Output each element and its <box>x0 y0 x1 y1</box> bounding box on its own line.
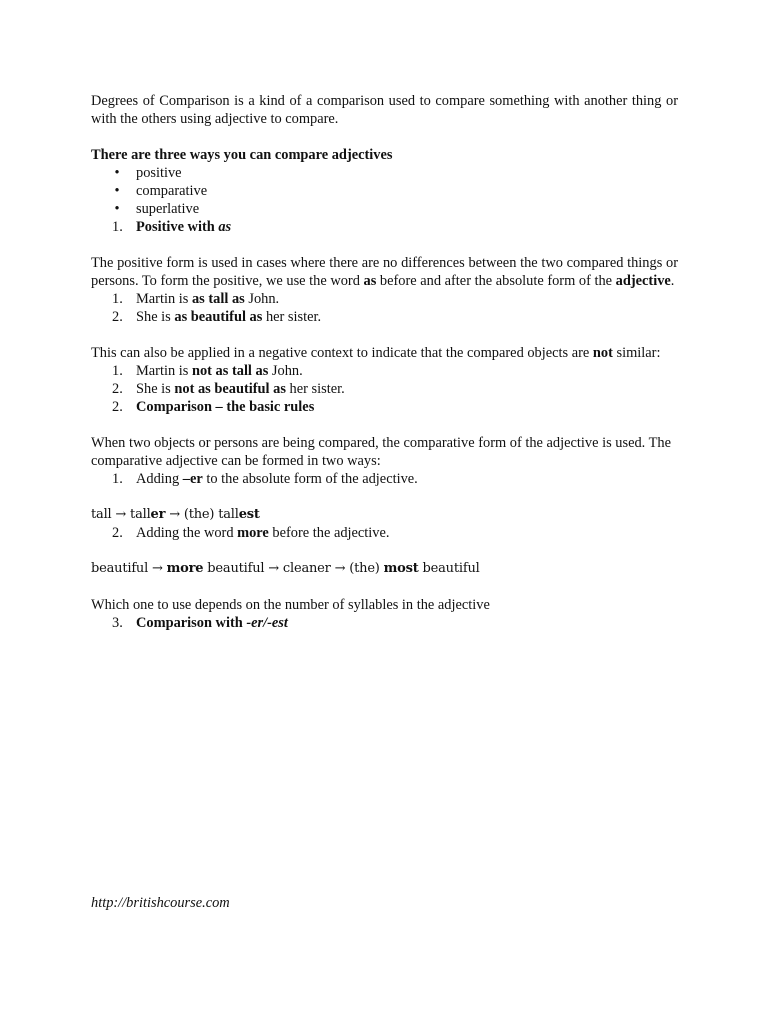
list-item: 1. Martin is not as tall as John. <box>112 363 303 379</box>
list-item: • comparative <box>91 182 678 200</box>
negative-examples-list <box>91 362 678 398</box>
list-item: 2. Adding the word more before the adjective. <box>112 525 390 541</box>
positive-examples-list <box>91 290 678 326</box>
list-item: • superlative <box>91 200 678 218</box>
list-item: 1. Martin is as tall as John. <box>112 291 280 307</box>
positive-form-paragraph: The positive form is used in cases where there are no differences between the two compared things or persons. To form the positive, we use the word as before and after the absolute form of the adjective. <box>91 255 678 289</box>
list-item: 1. Adding –er to the absolute form of the adjective. <box>112 471 418 487</box>
document-content <box>91 92 678 632</box>
section-3-heading: 3. Comparison with -er/-est <box>112 615 288 631</box>
list-item: • positive <box>91 164 678 182</box>
list-item: 2. She is not as beautiful as her sister. <box>112 381 345 397</box>
negative-context-paragraph: This can also be applied in a negative context to indicate that the compared objects are not similar: <box>91 345 661 361</box>
comparison-types-list <box>91 164 678 218</box>
comparative-paragraph: When two objects or persons are being compared, the comparative form of the adjective is used. The comparative adjective can be formed in two ways: <box>91 435 671 469</box>
rule-1-list <box>91 470 678 488</box>
bullet-icon: • <box>114 183 120 199</box>
bullet-icon: • <box>114 201 120 217</box>
section-2-heading: 2. Comparison – the basic rules <box>112 399 315 415</box>
syllables-paragraph: Which one to use depends on the number of syllables in the adjective <box>91 597 490 613</box>
bullet-icon: • <box>114 165 120 181</box>
formula-more: beautiful → more beautiful → cleaner → (the) most beautiful <box>91 561 480 576</box>
list-item: 2. She is as beautiful as her sister. <box>112 309 322 325</box>
footer-link[interactable]: http://britishcourse.com <box>91 895 230 911</box>
intro-paragraph: Degrees of Comparison is a kind of a comparison used to compare something with another thing or with the others using adjective to compare. <box>91 93 678 127</box>
section-1-heading: 1. Positive with as <box>112 219 232 235</box>
formula-er: tall → taller → (the) tallest <box>91 507 260 522</box>
three-ways-heading: There are three ways you can compare adjectives <box>91 147 393 163</box>
rule-2-list <box>91 524 678 542</box>
